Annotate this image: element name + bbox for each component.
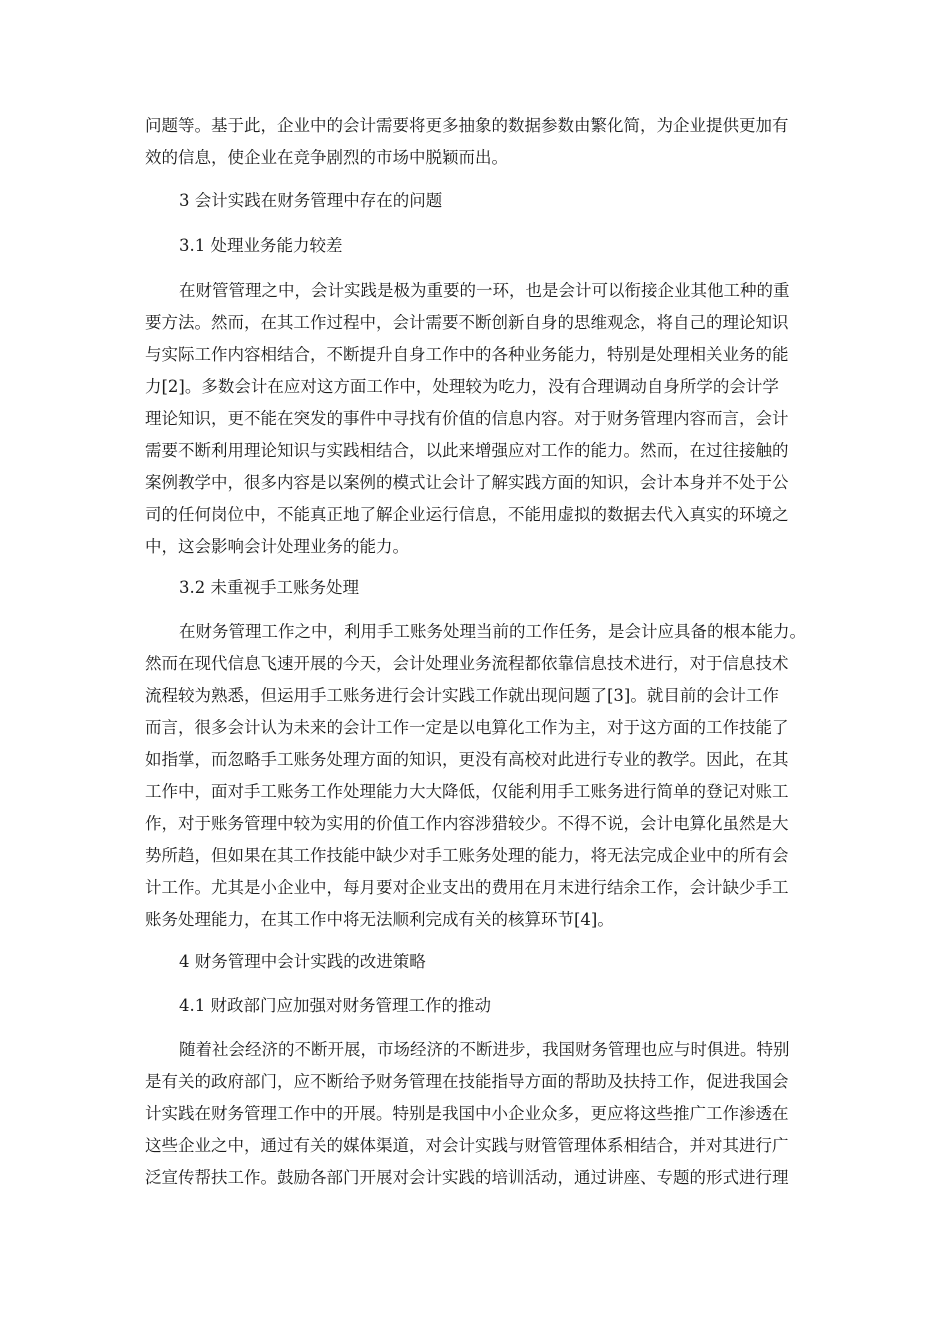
body-text-line: 理论知识，更不能在突发的事件中寻找有价值的信息内容。对于财务管理内容而言，会计	[145, 409, 789, 428]
body-text-line: 力[2]。多数会计在应对这方面工作中，处理较为吃力，没有合理调动自身所学的会计学	[145, 377, 779, 396]
body-text-line: 泛宣传帮扶工作。鼓励各部门开展对会计实践的培训活动，通过讲座、专题的形式进行理	[145, 1168, 789, 1187]
body-text-line: 账务处理能力，在其工作中将无法顺利完成有关的核算环节[4]。	[145, 910, 614, 929]
body-text-line: 流程较为熟悉，但运用手工账务进行会计实践工作就出现问题了[3]。就目前的会计工作	[145, 686, 779, 705]
body-text-line: 作，对于账务管理中较为实用的价值工作内容涉猎较少。不得不说，会计电算化虽然是大	[145, 814, 789, 833]
body-text-line: 需要不断利用理论知识与实践相结合，以此来增强应对工作的能力。然而，在过往接触的	[145, 441, 789, 460]
subsection-heading: 3.2 未重视手工账务处理	[179, 578, 359, 597]
body-text-line: 与实际工作内容相结合，不断提升自身工作中的各种业务能力，特别是处理相关业务的能	[145, 345, 789, 364]
body-text-line: 工作中，面对手工账务工作处理能力大大降低，仅能利用手工账务进行简单的登记对账工	[145, 782, 789, 801]
body-text-line: 然而在现代信息飞速开展的今天，会计处理业务流程都依靠信息技术进行，对于信息技术	[145, 654, 789, 673]
body-text-line: 中，这会影响会计处理业务的能力。	[145, 537, 409, 556]
body-text-line: 而言，很多会计认为未来的会计工作一定是以电算化工作为主，对于这方面的工作技能了	[145, 718, 789, 737]
body-text-line: 是有关的政府部门，应不断给予财务管理在技能指导方面的帮助及扶持工作，促进我国会	[145, 1072, 789, 1091]
body-text-line: 案例教学中，很多内容是以案例的模式让会计了解实践方面的知识，会计本身并不处于公	[145, 473, 789, 492]
section-heading: 4 财务管理中会计实践的改进策略	[179, 952, 426, 971]
body-text-line: 计实践在财务管理工作中的开展。特别是我国中小企业众多，更应将这些推广工作渗透在	[145, 1104, 789, 1123]
section-heading: 3 会计实践在财务管理中存在的问题	[179, 191, 443, 210]
body-text-line: 计工作。尤其是小企业中，每月要对企业支出的费用在月末进行结余工作，会计缺少手工	[145, 878, 789, 897]
subsection-heading: 3.1 处理业务能力较差	[179, 236, 343, 255]
body-text-line: 这些企业之中，通过有关的媒体渠道，对会计实践与财管管理体系相结合，并对其进行广	[145, 1136, 789, 1155]
body-text-line: 效的信息，使企业在竞争剧烈的市场中脱颖而出。	[145, 148, 508, 167]
body-text-line: 司的任何岗位中，不能真正地了解企业运行信息，不能用虚拟的数据去代入真实的环境之	[145, 505, 789, 524]
body-text-line: 要方法。然而，在其工作过程中，会计需要不断创新自身的思维观念，将自己的理论知识	[145, 313, 789, 332]
body-text-line: 问题等。基于此，企业中的会计需要将更多抽象的数据参数由繁化简，为企业提供更加有	[145, 116, 789, 135]
body-text-line: 在财管管理之中，会计实践是极为重要的一环，也是会计可以衔接企业其他工种的重	[179, 281, 790, 300]
body-text-line: 在财务管理工作之中，利用手工账务处理当前的工作任务，是会计应具备的根本能力。	[179, 622, 806, 641]
subsection-heading: 4.1 财政部门应加强对财务管理工作的推动	[179, 996, 491, 1015]
body-text-line: 如指掌，而忽略手工账务处理方面的知识，更没有高校对此进行专业的教学。因此，在其	[145, 750, 789, 769]
body-text-line: 势所趋，但如果在其工作技能中缺少对手工账务处理的能力，将无法完成企业中的所有会	[145, 846, 789, 865]
body-text-line: 随着社会经济的不断开展，市场经济的不断进步，我国财务管理也应与时俱进。特别	[179, 1040, 790, 1059]
